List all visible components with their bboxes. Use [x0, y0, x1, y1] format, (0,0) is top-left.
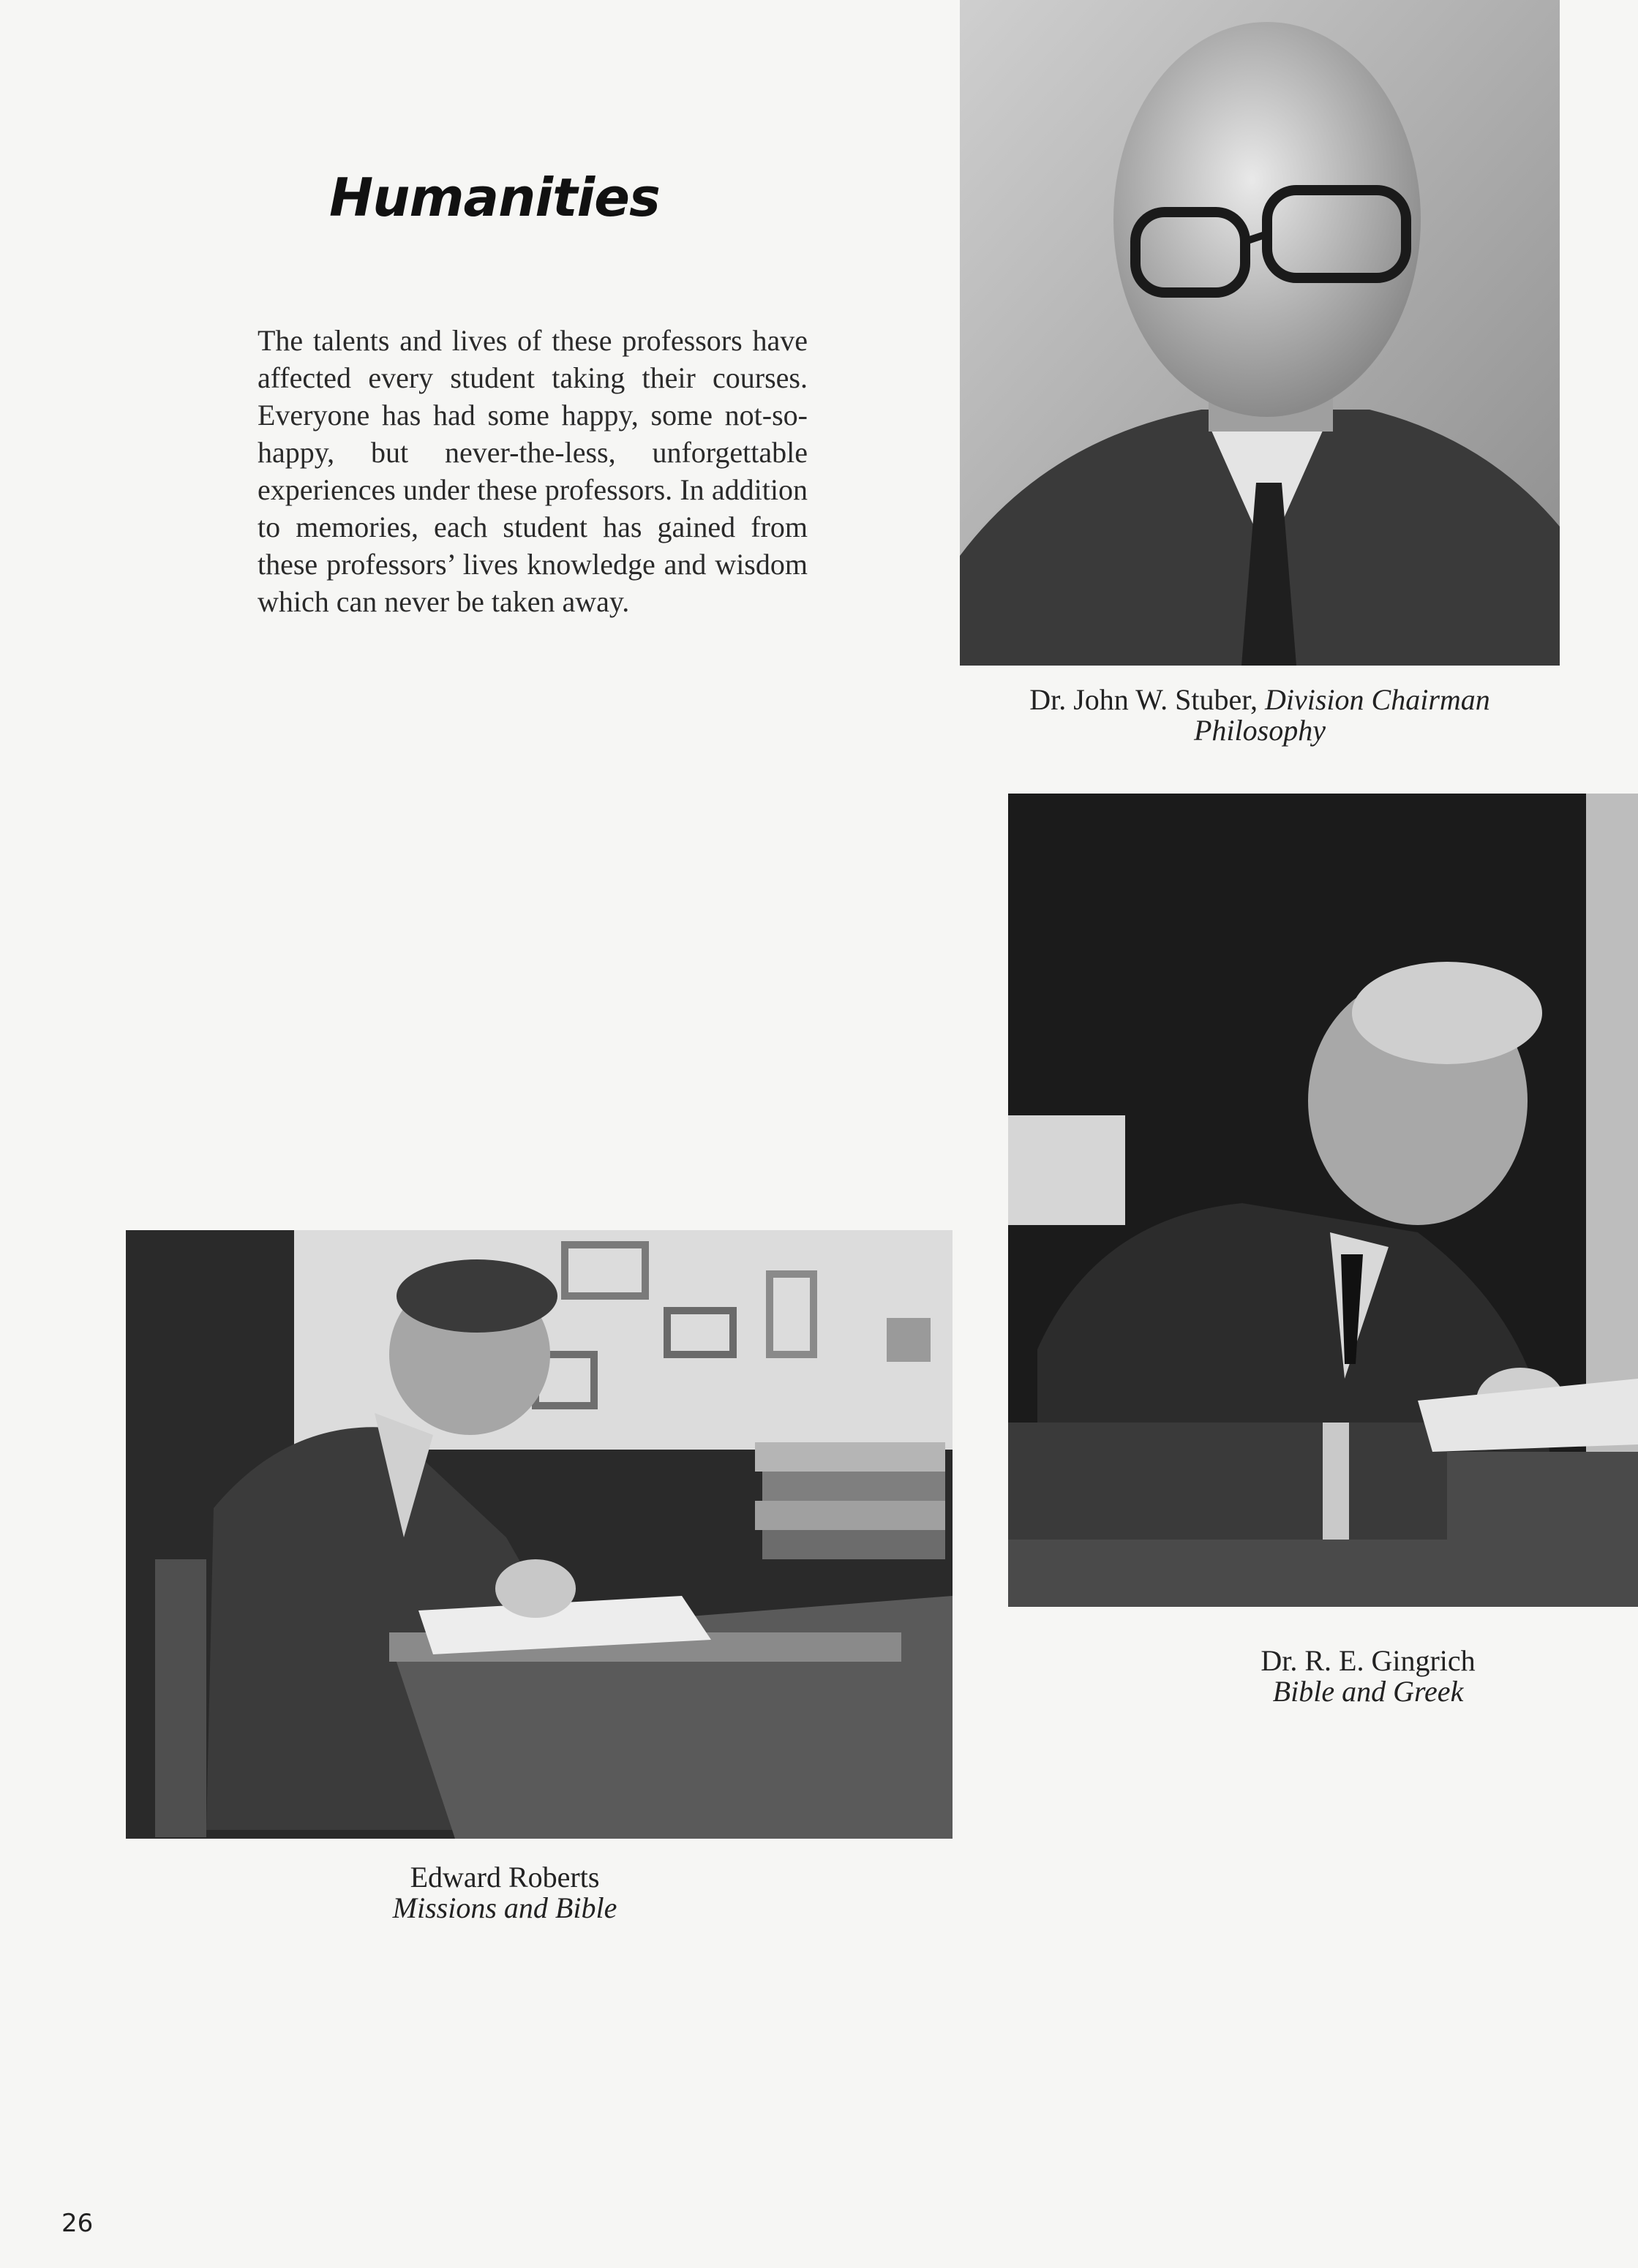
caption-stuber-title: Division Chairman	[1264, 683, 1490, 716]
caption-stuber-name: Dr. John W. Stuber,	[1029, 683, 1258, 716]
photo-roberts	[126, 1230, 953, 1839]
caption-roberts-name: Edward Roberts	[410, 1861, 600, 1894]
caption-roberts	[249, 1862, 761, 1924]
caption-gingrich-name: Dr. R. E. Gingrich	[1261, 1644, 1476, 1677]
section-title: Humanities	[329, 167, 660, 228]
caption-gingrich-subject: Bible and Greek	[1272, 1675, 1464, 1708]
caption-gingrich	[1112, 1646, 1624, 1707]
portrait-photo-stuber	[960, 0, 1560, 666]
page-number: 26	[61, 2209, 94, 2238]
caption-stuber-subject: Philosophy	[1194, 714, 1326, 747]
caption-roberts-subject: Missions and Bible	[392, 1891, 617, 1924]
intro-paragraph: The talents and lives of these professors have affected every student taking their courses. Everyone has had some happy, some not-so-happy, but never-the-less, unforgettable experiences under these professors. In addition to memories, each student has gained from these professors’ lives knowledge and wisdom which can never be taken away.	[258, 324, 808, 618]
photo-gingrich	[1008, 794, 1638, 1607]
caption-stuber	[960, 685, 1560, 746]
